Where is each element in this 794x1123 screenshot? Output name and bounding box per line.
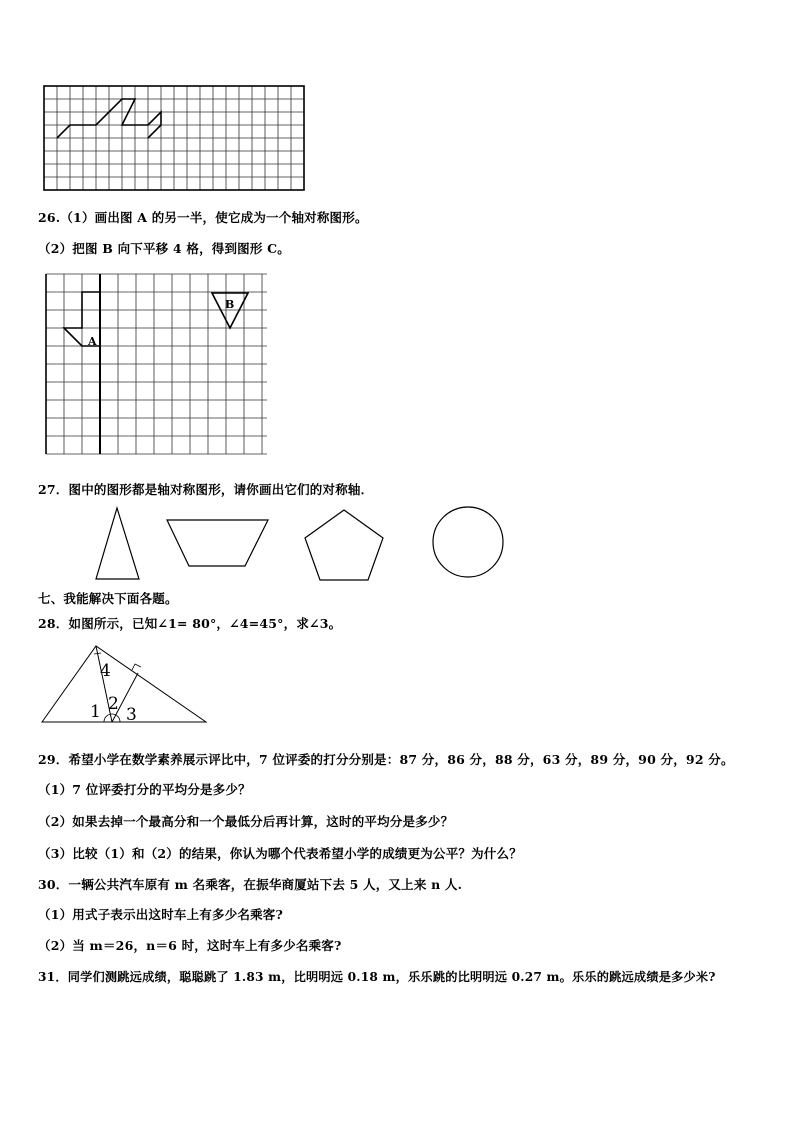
trapezoid-shape	[167, 520, 268, 566]
pentagon-shape	[305, 510, 383, 580]
section7-heading: 七、我能解决下面各题。	[38, 591, 178, 606]
q26-line1: 26.（1）画出图 A 的另一半，使它成为一个轴对称图形。	[38, 210, 368, 225]
q29-sub3: （3）比较（1）和（2）的结果，你认为哪个代表希望小学的成绩更为公平？为什么？	[38, 846, 522, 861]
angle-label-4: 4	[100, 661, 111, 681]
q29-text: 29．希望小学在数学素养展示评比中，7 位评委的打分分别是：87 分，86 分，88 分，63 分，89 分，90 分，92 分。	[38, 752, 734, 767]
q27-text: 27．图中的图形都是轴对称图形，请你画出它们的对称轴．	[38, 482, 374, 497]
label-b: B	[225, 298, 235, 311]
angle-label-1: 1	[90, 702, 101, 722]
q26-line2: （2）把图 B 向下平移 4 格，得到图形 C。	[38, 241, 290, 256]
isosceles-triangle-shape	[96, 508, 139, 579]
q29-sub1: （1）7 位评委打分的平均分是多少？	[38, 782, 251, 797]
angle-label-3: 3	[126, 705, 137, 725]
q30-sub1: （1）用式子表示出这时车上有多少名乘客?	[38, 907, 284, 922]
q27-shapes	[90, 504, 510, 584]
circle-shape	[433, 507, 503, 577]
label-a: A	[88, 335, 97, 348]
q30-text: 30．一辆公共汽车原有 m 名乘客，在振华商厦站下去 5 人，又上来 n 人.	[38, 877, 463, 892]
angle-label-2: 2	[108, 694, 119, 714]
q31-text: 31．同学们测跳远成绩，聪聪跳了 1.83 m，比明明远 0.18 m，乐乐跳的比明明远 0.27 m。乐乐的跳远成绩是多少米?	[38, 970, 716, 984]
q28-text: 28．如图所示，已知∠1= 80°，∠4=45°，求∠3。	[38, 616, 342, 631]
q30-sub2: （2）当 m＝26，n＝6 时，这时车上有多少名乘客?	[38, 938, 342, 953]
q26-grid-figure	[46, 274, 270, 458]
q28-triangle-figure	[40, 640, 210, 726]
q29-sub2: （2）如果去掉一个最高分和一个最低分后再计算，这时的平均分是多少？	[38, 814, 454, 829]
top-grid-figure	[44, 86, 308, 192]
